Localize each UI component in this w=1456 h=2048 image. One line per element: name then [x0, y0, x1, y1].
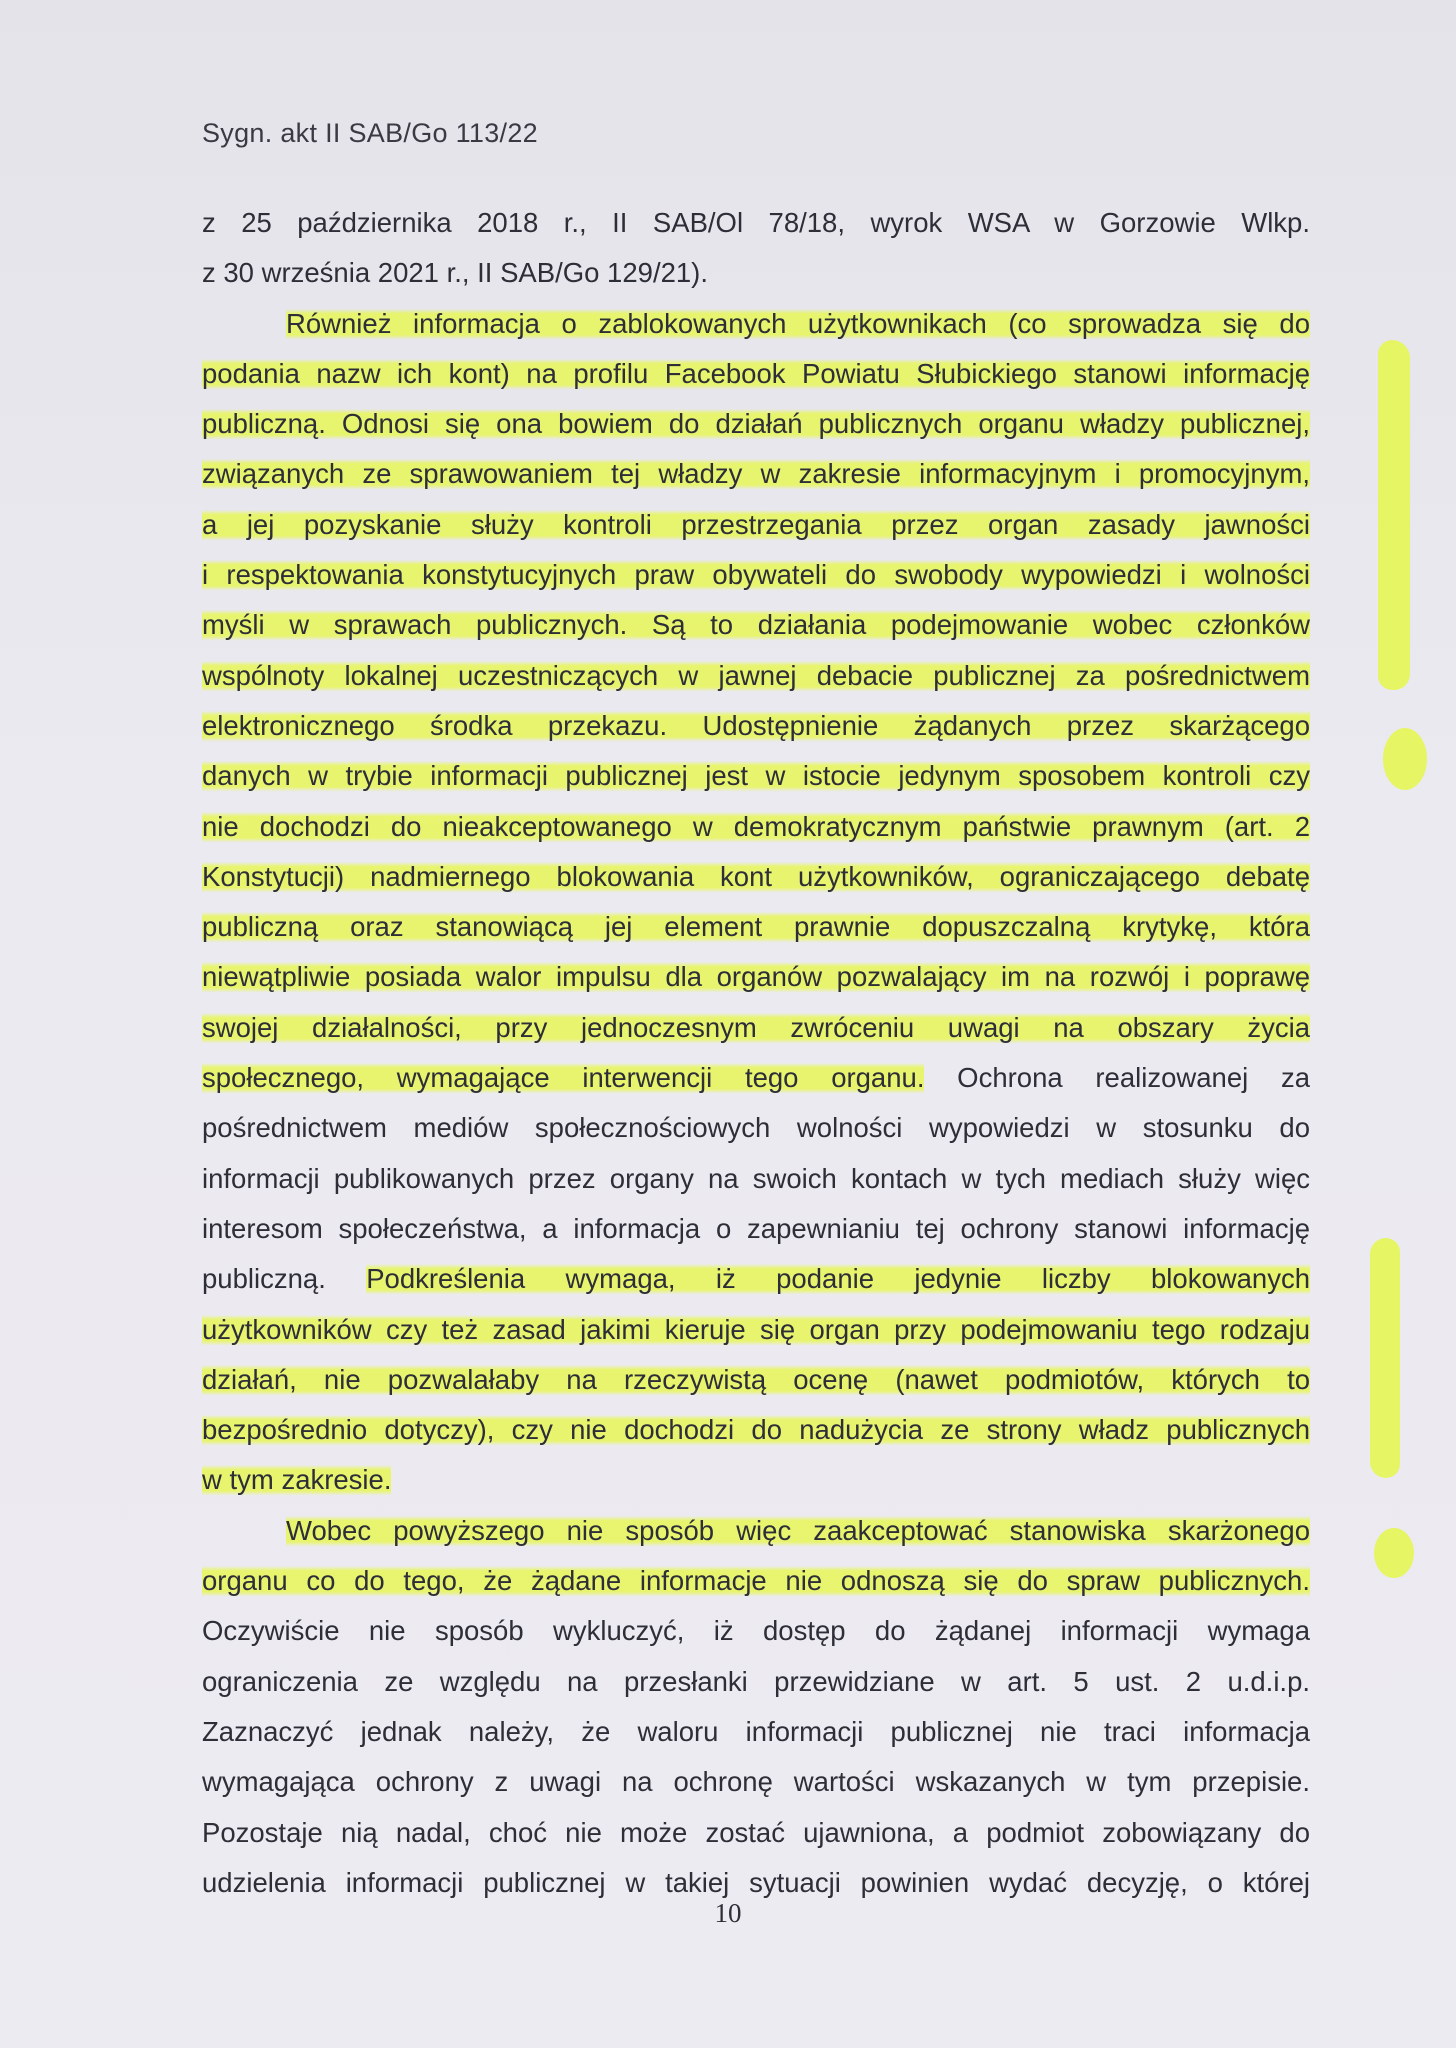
document-body [202, 198, 1310, 1908]
highlighted-text: nie dochodzi do nieakceptowanego w demokratycznym państwie prawnym (art. 2 [202, 810, 1310, 842]
text-line [202, 1506, 1310, 1556]
text-line [202, 600, 1310, 650]
highlighter-mark-bar [1378, 340, 1410, 690]
highlighted-text: publiczną. Odnosi się ona bowiem do działań publicznych organu władzy publicznej, [202, 408, 1310, 440]
text-line: Pozostaje nią nadal, choć nie może zostać ujawniona, a podmiot zobowiązany do [202, 1816, 1310, 1848]
text-line [202, 500, 1310, 550]
text-line: Zaznaczyć jednak należy, że waloru informacji publicznej nie traci informacja [202, 1715, 1310, 1747]
text-line [202, 299, 1310, 349]
text-line [202, 550, 1310, 600]
text-line: pośrednictwem mediów społecznościowych wolności wypowiedzi w stosunku do [202, 1112, 1310, 1144]
text-line [202, 952, 1310, 1002]
highlighted-text: a jej pozyskanie służy kontroli przestrzegania przez organ zasady jawności [202, 508, 1310, 540]
highlighted-text: swojej działalności, przy jednoczesnym zwróceniu uwagi na obszary życia [202, 1011, 1310, 1043]
plain-text: Ochrona realizowanej za [924, 1062, 1310, 1094]
page-number: 10 [714, 1898, 742, 1928]
highlighted-text: działań, nie pozwalałaby na rzeczywistą ocenę (nawet podmiotów, których to [202, 1363, 1310, 1395]
highlighter-mark-dot [1383, 728, 1427, 790]
text-line: udzielenia informacji publicznej w takiej sytuacji powinien wydać decyzję, o której [202, 1866, 1310, 1898]
plain-text: publiczną. [202, 1263, 367, 1295]
highlighted-text: Podkreślenia wymaga, iż podanie jedynie liczby blokowanych [366, 1263, 1310, 1295]
highlighted-text: użytkowników czy też zasad jakimi kieruje się organ przy podejmowaniu tego rodzaju [202, 1313, 1310, 1345]
highlighted-text: i respektowania konstytucyjnych praw obywateli do swobody wypowiedzi i wolności [202, 559, 1310, 591]
highlighted-text: publiczną oraz stanowiącą jej element prawnie dopuszczalną krytykę, która [202, 911, 1310, 943]
text-line [202, 902, 1310, 952]
text-line [202, 1556, 1310, 1606]
text-line [202, 349, 1310, 399]
text-line [202, 1355, 1310, 1405]
text-line: z 30 września 2021 r., II SAB/Go 129/21). [202, 257, 708, 289]
highlighted-text: organu co do tego, że żądane informacje nie odnoszą się do spraw publicznych. [202, 1565, 1310, 1597]
highlighted-text: Również informacja o zablokowanych użytkownikach (co sprowadza się do [286, 307, 1310, 339]
highlighted-text: niewątpliwie posiada walor impulsu dla organów pozwalający im na rozwój i poprawę [202, 961, 1310, 993]
text-line [202, 1053, 1310, 1103]
text-line [202, 651, 1310, 701]
highlighted-text: myśli w sprawach publicznych. Są to działania podejmowanie wobec członków [202, 609, 1310, 641]
text-line [202, 1305, 1310, 1355]
text-line [202, 701, 1310, 751]
text-line [202, 802, 1310, 852]
text-line [202, 1254, 1310, 1304]
highlighted-text: społecznego, wymagające interwencji tego organu. [202, 1062, 925, 1094]
highlighted-text: Konstytucji) nadmiernego blokowania kont użytkowników, ograniczającego debatę [202, 860, 1310, 892]
text-line [202, 1003, 1310, 1053]
text-line: wymagająca ochrony z uwagi na ochronę wartości wskazanych w tym przepisie. [202, 1766, 1310, 1798]
text-line [202, 751, 1310, 801]
text-line: Oczywiście nie sposób wykluczyć, iż dostęp do żądanej informacji wymaga [202, 1615, 1310, 1647]
highlighted-text: podania nazw ich kont) na profilu Facebook Powiatu Słubickiego stanowi informację [202, 357, 1310, 389]
case-reference: Sygn. akt II SAB/Go 113/22 [202, 118, 538, 148]
text-line [202, 852, 1310, 902]
text-line [202, 449, 1310, 499]
text-line [202, 1405, 1310, 1455]
highlighted-text: związanych ze sprawowaniem tej władzy w zakresie informacyjnym i promocyjnym, [202, 458, 1310, 490]
highlighted-text: wspólnoty lokalnej uczestniczących w jawnej debacie publicznej za pośrednictwem [202, 659, 1310, 691]
highlighted-text: danych w trybie informacji publicznej jest w istocie jedynym sposobem kontroli czy [202, 760, 1310, 792]
text-line: interesom społeczeństwa, a informacja o zapewnianiu tej ochrony stanowi informację [202, 1212, 1310, 1244]
highlighted-text: w tym zakresie. [202, 1464, 392, 1496]
text-line [202, 399, 1310, 449]
highlighted-text: bezpośrednio dotyczy), czy nie dochodzi do nadużycia ze strony władz publicznych [202, 1414, 1310, 1446]
text-line [202, 1455, 1310, 1505]
highlighter-mark-dot [1374, 1528, 1414, 1578]
highlighter-mark-bar [1370, 1238, 1400, 1478]
text-line: informacji publikowanych przez organy na swoich kontach w tych mediach służy więc [202, 1162, 1310, 1194]
text-line: ograniczenia ze względu na przesłanki przewidziane w art. 5 ust. 2 u.d.i.p. [202, 1665, 1310, 1697]
text-line: z 25 października 2018 r., II SAB/Ol 78/18, wyrok WSA w Gorzowie Wlkp. [202, 207, 1310, 238]
highlighted-text: Wobec powyższego nie sposób więc zaakceptować stanowiska skarżonego [286, 1514, 1310, 1546]
highlighted-text: elektronicznego środka przekazu. Udostępnienie żądanych przez skarżącego [202, 709, 1310, 741]
